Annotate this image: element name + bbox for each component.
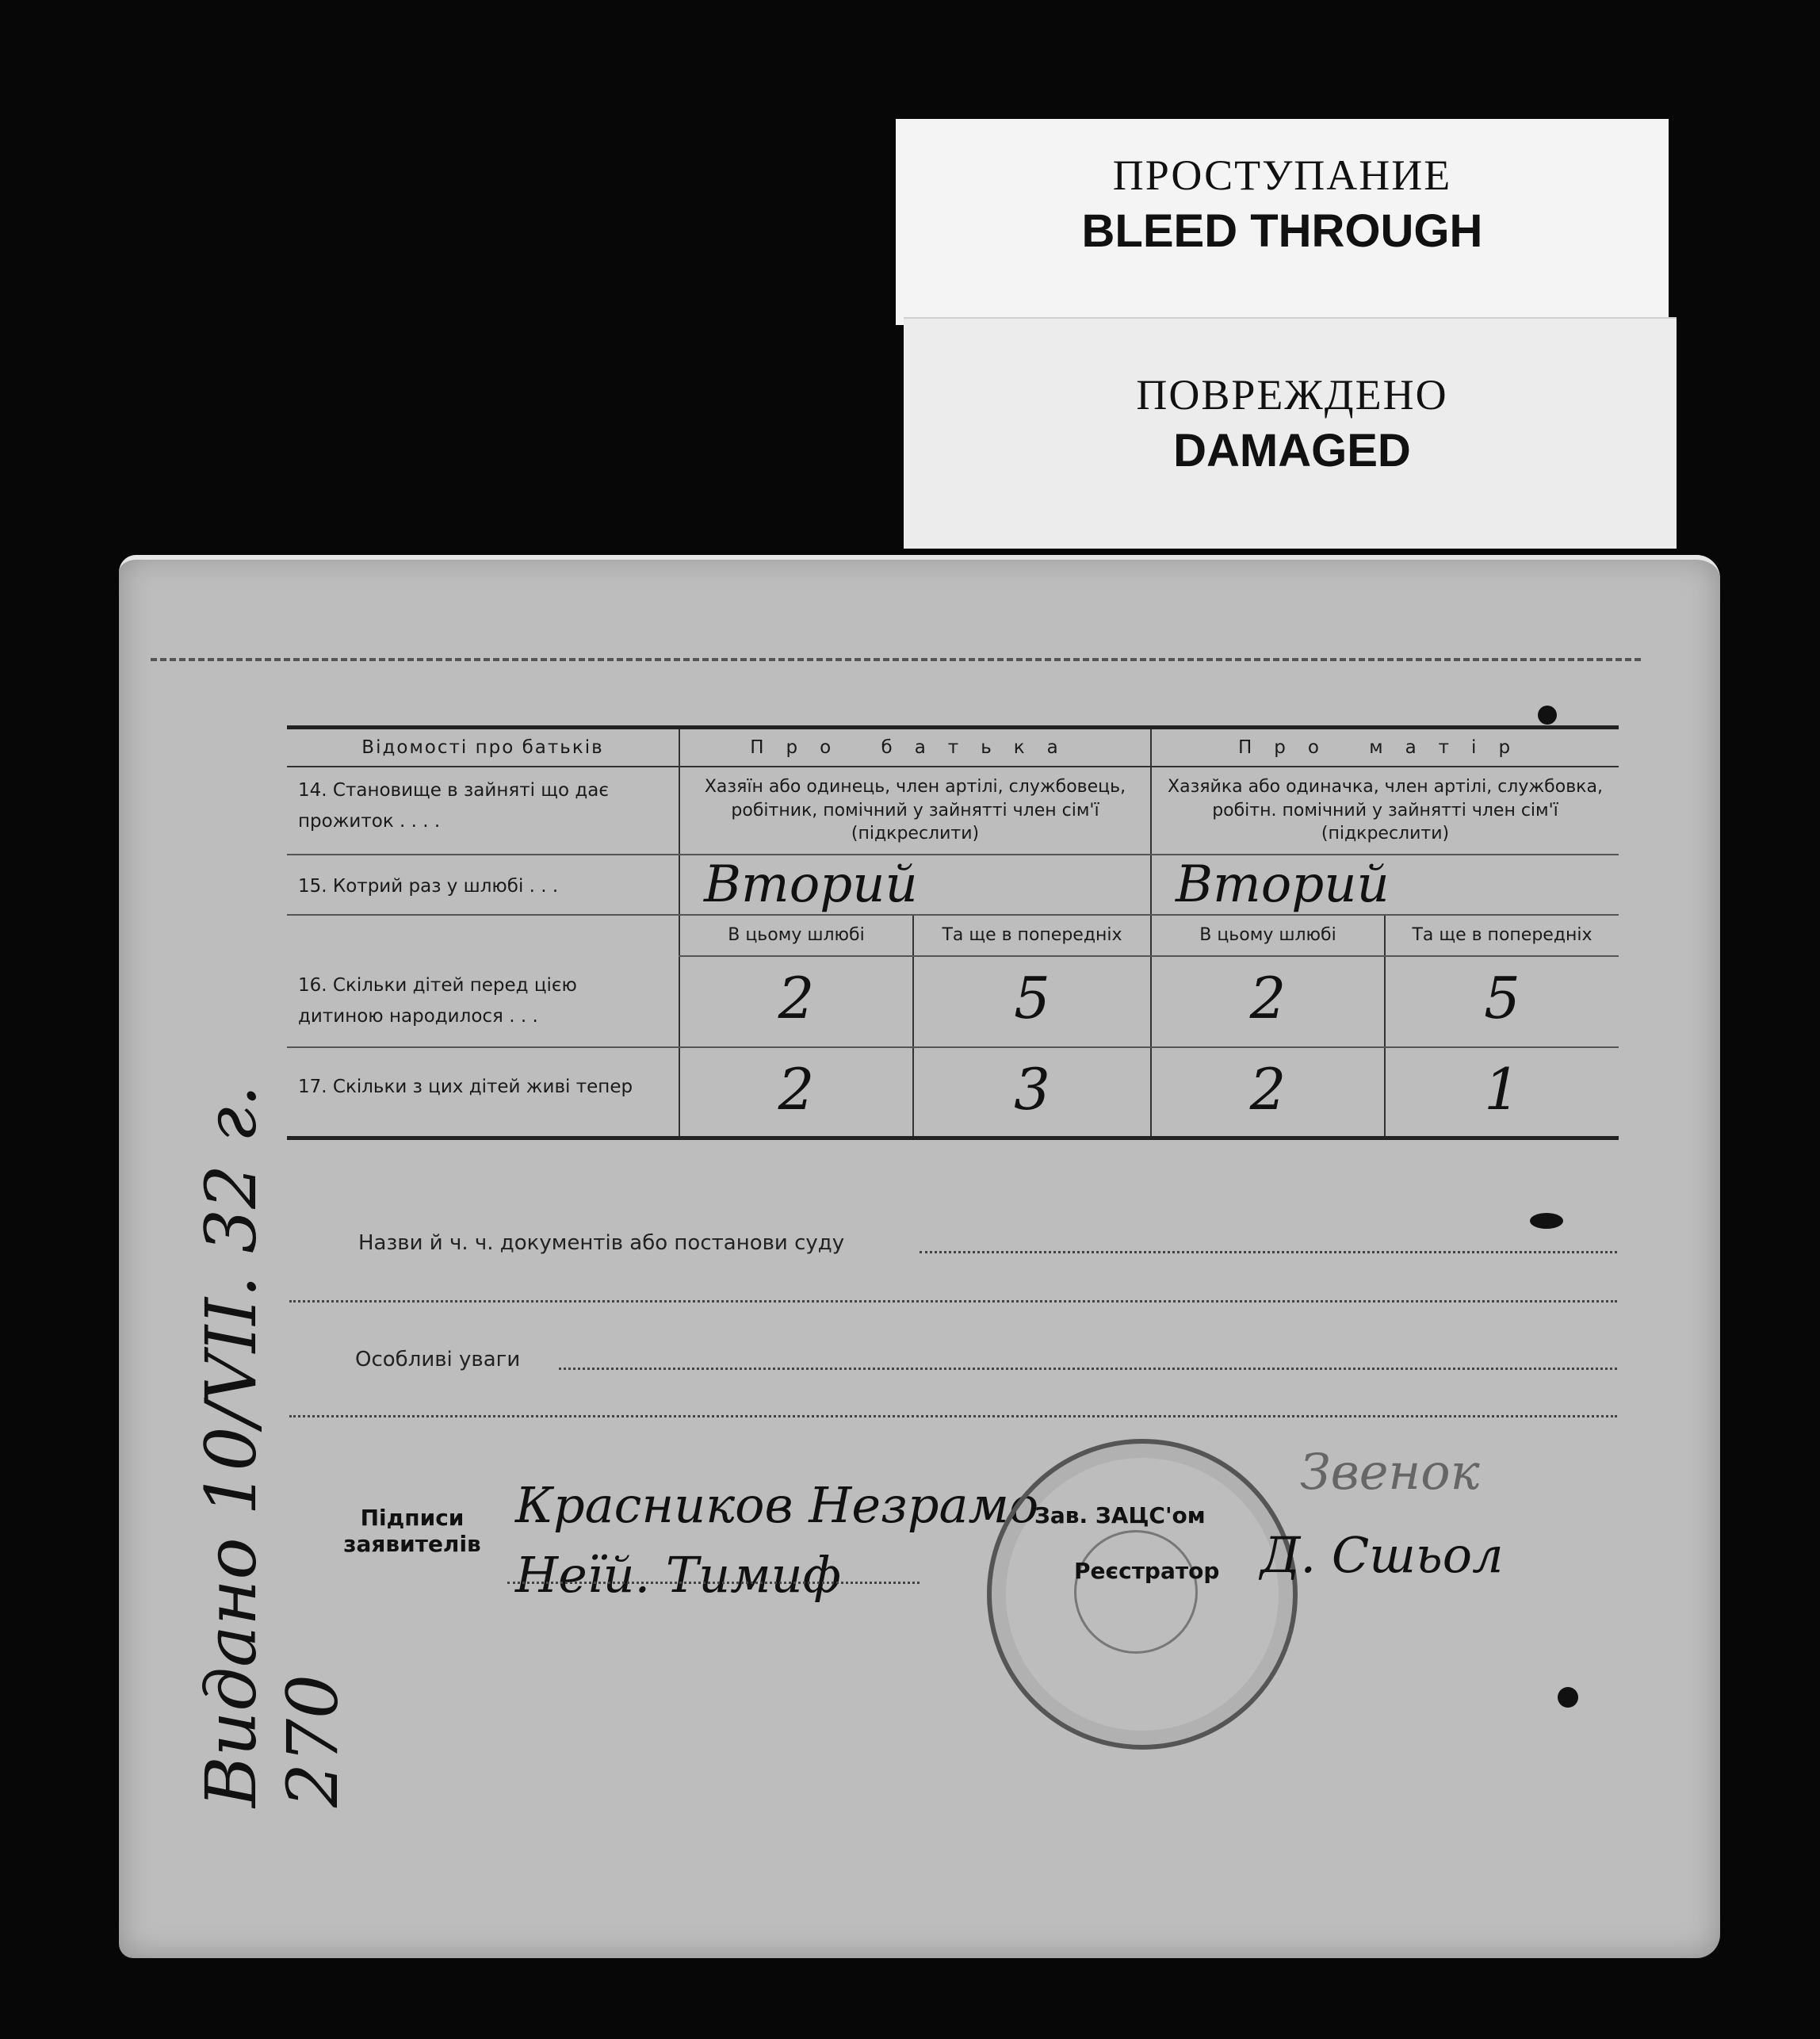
row-14 (287, 767, 1619, 855)
row-17-mother-prev: 1 (1385, 1047, 1619, 1138)
row-17-label: 17. Скільки з цих дітей живі тепер (287, 1047, 679, 1138)
row-14-label: 14. Становище в зайняті що дає прожиток . . . . (287, 767, 679, 855)
damaged-label (904, 317, 1677, 549)
parents-info-table (287, 725, 1619, 1140)
row-16-father-this: 2 (679, 956, 913, 1047)
row-17 (287, 1047, 1619, 1138)
applicant-signature-2: Неїй. Тимиф (515, 1546, 842, 1604)
row-17-father-this: 2 (679, 1047, 913, 1138)
father-header: Про батька (679, 728, 1151, 767)
applicant-signature-line (507, 1582, 920, 1584)
row-17-mother-this: 2 (1151, 1047, 1385, 1138)
row-16-mother-prev: 5 (1385, 956, 1619, 1047)
bleed-through-ru: ПРОСТУПАНИЕ (1112, 151, 1452, 199)
row-15-label: 15. Котрий раз у шлюбі . . . (287, 855, 679, 915)
registrar-label: Реєстратор (1074, 1558, 1220, 1584)
notes-line (559, 1368, 1617, 1370)
damage-spot (1558, 1687, 1578, 1708)
registrar-signature: Д. Сшьол (1260, 1526, 1504, 1584)
damage-spot (1530, 1213, 1563, 1229)
mother-header: Про матір (1151, 728, 1619, 767)
row-15-father-value: Вторий (679, 855, 1151, 915)
documents-label: Назви й ч. ч. документів або постанови суду (358, 1231, 845, 1255)
notes-label: Особливі уваги (355, 1348, 521, 1371)
subheader-row (287, 915, 1619, 956)
documents-line-2 (289, 1300, 1617, 1303)
row-15-mother-value: Вторий (1151, 855, 1619, 915)
applicant-signature-1: Красников Незрамо (515, 1476, 1039, 1534)
father-this-marriage-header: В цьому шлюбі (679, 915, 913, 956)
row-14-father: Хазяїн або одинець, член артілі, службовець, робітник, помічний у зайнятті член сім'ї (підкреслити) (679, 767, 1151, 855)
damaged-ru: ПОВРЕЖДЕНО (1136, 371, 1448, 419)
row-14-mother: Хазяйка або одиначка, член артілі, службовка, робітн. помічний у зайнятті член сім'ї (підкреслити) (1151, 767, 1619, 855)
documents-line (920, 1251, 1617, 1253)
row-16-mother-this: 2 (1151, 956, 1385, 1047)
head-signature: Звенок (1300, 1443, 1480, 1501)
bleed-through-label (896, 119, 1669, 325)
row-16-label: 16. Скільки дітей перед цією дитиною народилося . . . (287, 956, 679, 1047)
row-16-father-prev: 5 (913, 956, 1151, 1047)
mother-previous-header: Та ще в попередніх (1385, 915, 1619, 956)
father-previous-header: Та ще в попередніх (913, 915, 1151, 956)
damaged-en: DAMAGED (1173, 425, 1411, 476)
parents-header: Відомості про батьків (287, 728, 679, 767)
damage-spot (1538, 706, 1557, 725)
row-16 (287, 956, 1619, 1047)
applicant-signatures-label: Підписи заявителів (343, 1505, 481, 1557)
table-header-row (287, 728, 1619, 767)
official-stamp-center (1074, 1530, 1198, 1654)
row-15 (287, 855, 1619, 915)
bleed-through-en: BLEED THROUGH (1081, 205, 1483, 257)
issued-note: Видано 10/VII. 32 г. 270 (190, 1085, 354, 1808)
cut-line (151, 658, 1641, 661)
mother-this-marriage-header: В цьому шлюбі (1151, 915, 1385, 956)
notes-line-2 (289, 1415, 1617, 1417)
head-office-label: Зав. ЗАЦС'ом (1034, 1502, 1206, 1528)
row-17-father-prev: 3 (913, 1047, 1151, 1138)
document-sheet-edge (119, 555, 1720, 663)
